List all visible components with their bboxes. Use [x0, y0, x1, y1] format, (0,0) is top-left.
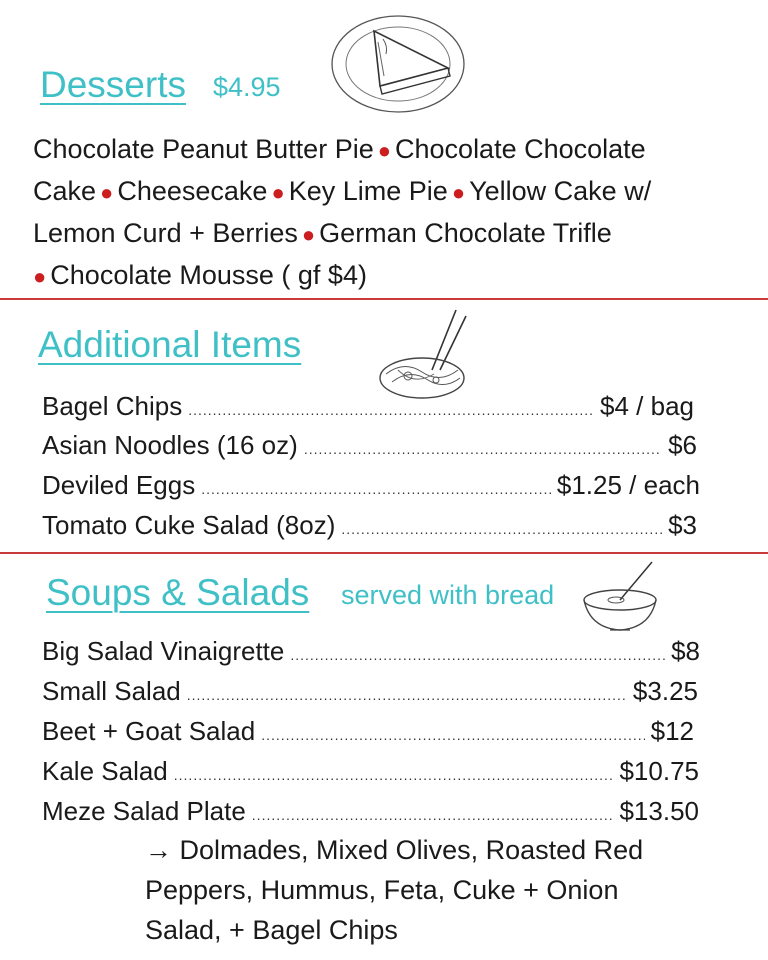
desserts-price: $4.95 — [213, 72, 281, 102]
pie-slice-plate-icon — [328, 6, 478, 116]
menu-row — [42, 472, 700, 498]
item-name: Beet + Goat Salad — [42, 716, 256, 746]
bullet-icon: ● — [377, 138, 392, 163]
menu-row — [42, 512, 697, 538]
item-name: Tomato Cuke Salad (8oz) — [42, 510, 336, 540]
item-price: $12 — [650, 716, 694, 746]
item-price: $8 — [671, 636, 700, 666]
menu-row — [42, 678, 698, 704]
dessert-item: Cheesecake — [117, 176, 268, 206]
soups-subtitle: served with bread — [341, 580, 555, 610]
bullet-icon: ● — [271, 180, 285, 205]
item-price: $6 — [668, 430, 697, 460]
menu-row — [42, 393, 694, 419]
meze-note-line: → Dolmades, Mixed Olives, Roasted Red — [145, 835, 644, 865]
dot-leader — [187, 688, 627, 702]
dot-leader — [252, 808, 614, 822]
item-name: Big Salad Vinaigrette — [42, 636, 285, 666]
dessert-item: Chocolate Chocolate Cake — [33, 134, 646, 206]
noodle-bowl-icon — [374, 308, 484, 406]
meze-description — [145, 830, 745, 950]
desserts-heading: Desserts — [40, 64, 186, 105]
section-divider — [0, 552, 768, 554]
dot-leader — [304, 442, 662, 456]
item-price: $3.25 — [632, 676, 698, 706]
item-price: $1.25 / each — [556, 470, 700, 500]
dot-leader — [341, 522, 662, 536]
dessert-item: Yellow Cake w/ Lemon Curd + Berries — [33, 176, 652, 248]
bullet-icon: ● — [33, 264, 47, 289]
menu-row — [42, 758, 699, 784]
dessert-item: Chocolate Peanut Butter Pie — [33, 134, 374, 164]
soups-heading: Soups & Salads — [46, 572, 310, 613]
item-name: Asian Noodles (16 oz) — [42, 430, 298, 460]
item-name: Small Salad — [42, 676, 181, 706]
dot-leader — [290, 648, 665, 662]
dot-leader — [174, 768, 614, 782]
item-price: $3 — [668, 510, 697, 540]
menu-row — [42, 432, 697, 458]
desserts-list — [33, 129, 723, 297]
soup-bowl-icon — [580, 560, 670, 634]
bullet-icon: ● — [100, 180, 114, 205]
item-name: Kale Salad — [42, 756, 168, 786]
dessert-item: Key Lime Pie — [288, 176, 448, 206]
item-price: $13.50 — [619, 796, 699, 826]
item-name: Meze Salad Plate — [42, 796, 246, 826]
dessert-item: Chocolate Mousse ( gf $4) — [50, 260, 367, 290]
meze-note-line: Peppers, Hummus, Feta, Cuke + Onion — [145, 875, 619, 905]
item-price: $10.75 — [619, 756, 699, 786]
menu-row — [42, 718, 694, 744]
item-price: $4 / bag — [600, 391, 694, 421]
bullet-icon: ● — [451, 180, 466, 205]
item-name: Bagel Chips — [42, 391, 183, 421]
dot-leader — [201, 482, 551, 496]
dot-leader — [261, 728, 644, 742]
dot-leader — [188, 403, 594, 417]
meze-note-line: Salad, + Bagel Chips — [145, 915, 398, 945]
bullet-icon: ● — [301, 222, 316, 247]
menu-row — [42, 638, 700, 664]
additional-heading: Additional Items — [38, 324, 302, 365]
menu-row — [42, 798, 699, 824]
item-name: Deviled Eggs — [42, 470, 196, 500]
section-divider — [0, 298, 768, 300]
dessert-item: German Chocolate Trifle — [319, 218, 612, 248]
